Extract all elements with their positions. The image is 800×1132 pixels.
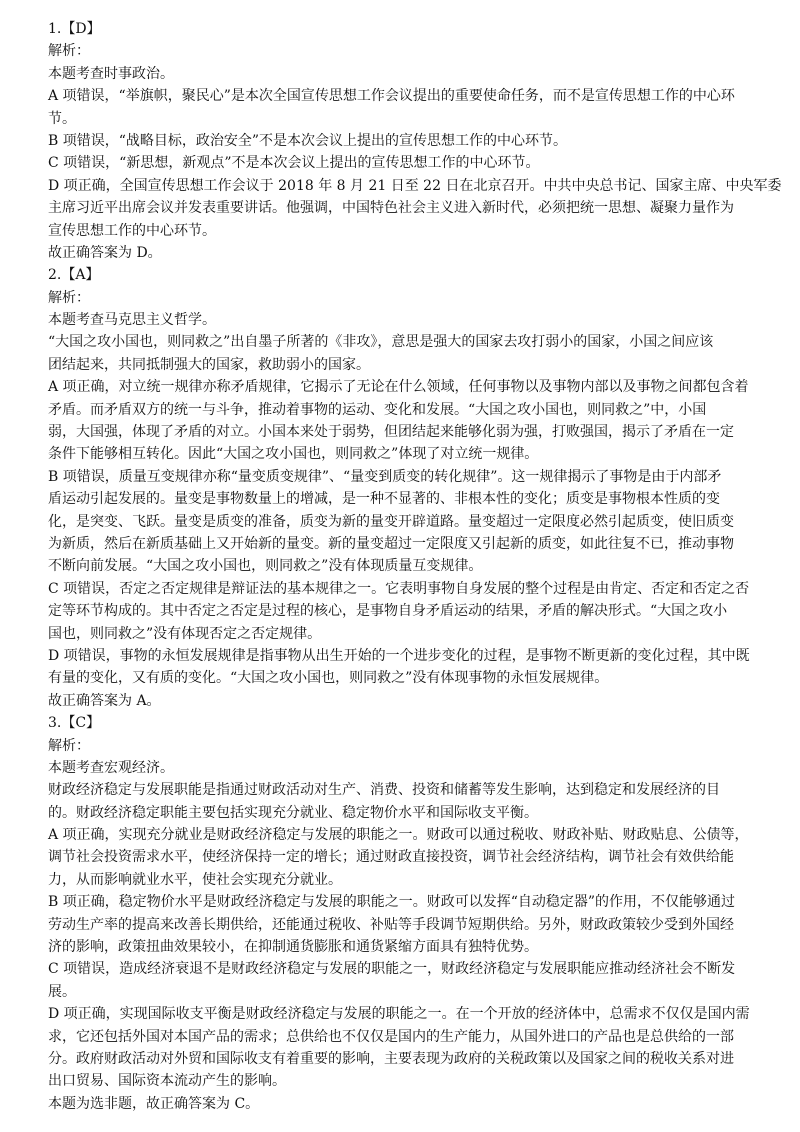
q1-text-line: C 项错误，“新思想，新观点”不是本次会议上提出的宣传思想工作的中心环节。 bbox=[48, 155, 540, 172]
q1-analysis-label: 解析： bbox=[48, 43, 90, 60]
q2-topic: 本题考查马克思主义哲学。 bbox=[48, 312, 216, 329]
q3-answer: 本题为选非题，故正确答案为 C。 bbox=[48, 1095, 260, 1112]
q2-text-line: D 项错误，事物的永恒发展规律是指事物从出生开始的一个进步变化的过程，是事物不断更新的变化过程，其中既 bbox=[48, 647, 750, 664]
q2-text-line: 化，是突变、飞跃。量变是质变的准备，质变为新的量变开辟道路。量变超过一定限度必然引起质变，使旧质变 bbox=[48, 513, 734, 530]
q2-text-line: 盾运动引起发展的。量变是事物数量上的增减，是一种不显著的、非根本性的变化；质变是事物根本性质的变 bbox=[48, 491, 720, 508]
q1-text-line: 主席习近平出席会议并发表重要讲话。他强调，中国特色社会主义进入新时代，必须把统一思想、凝聚力量作为 bbox=[48, 200, 734, 217]
question-1-heading: 1.【D】 bbox=[48, 21, 101, 37]
q1-text-line: D 项正确，全国宣传思想工作会议于 2018 年 8 月 21 日至 22 日在北京召开。中共中央总书记、国家主席、中央军委 bbox=[48, 177, 782, 194]
q2-text-line: 矛盾。而矛盾双方的统一与斗争，推动着事物的运动、变化和发展。“大国之攻小国也，则同救之”中，小国 bbox=[48, 401, 707, 418]
q3-analysis-label: 解析： bbox=[48, 737, 90, 754]
q3-text-line: 调节社会投资需求水平，使经济保持一定的增长；通过财政直接投资，调节社会经济结构，调节社会有效供给能 bbox=[48, 849, 734, 866]
question-3-heading: 3.【C】 bbox=[48, 715, 101, 732]
q3-topic: 本题考查宏观经济。 bbox=[48, 759, 174, 776]
q3-text-line: 出口贸易、国际资本流动产生的影响。 bbox=[48, 1073, 286, 1090]
q1-answer: 故正确答案为 D。 bbox=[48, 244, 162, 261]
q3-text-line: 财政经济稳定与发展职能是指通过财政活动对生产、消费、投资和储蓄等发生影响，达到稳定和发展经济的目 bbox=[48, 782, 720, 799]
question-2-heading: 2.【A】 bbox=[48, 267, 100, 284]
q2-text-line: 为新质，然后在新质基础上又开始新的量变。新的量变超过一定限度又引起新的质变，如此往复不已，推动事物 bbox=[48, 535, 734, 552]
q3-text-line: 劳动生产率的提高来改善长期供给，还能通过税收、补贴等手段调节短期供给。另外，财政政策较少受到外国经 bbox=[48, 916, 734, 933]
q1-topic: 本题考查时事政治。 bbox=[48, 65, 174, 82]
q2-text-line: 有量的变化，又有质的变化。“大国之攻小国也，则同救之”没有体现事物的永恒发展规律。 bbox=[48, 670, 609, 687]
q3-text-line: 的。财政经济稳定职能主要包括实现充分就业、稳定物价水平和国际收支平衡。 bbox=[48, 804, 538, 821]
question-3-section bbox=[48, 712, 760, 1115]
q2-text-line: 弱，大国强，体现了矛盾的对立。小国本来处于弱势，但团结起来能够化弱为强，打败强国，揭示了矛盾在一定 bbox=[48, 424, 734, 441]
q2-text-line: A 项正确，对立统一规律亦称矛盾规律，它揭示了无论在什么领域，任何事物以及事物内部以及事物之间都包含着 bbox=[48, 379, 749, 396]
q1-text-line: 节。 bbox=[48, 110, 76, 127]
q3-text-line: D 项正确，实现国际收支平衡是财政经济稳定与发展的职能之一。在一个开放的经济体中，总需求不仅仅是国内需 bbox=[48, 1006, 750, 1023]
q2-text-line: C 项错误，否定之否定规律是辩证法的基本规律之一。它表明事物自身发展的整个过程是由肯定、否定和否定之否 bbox=[48, 580, 750, 597]
q1-text-line: A 项错误，“举旗帜，聚民心”是本次全国宣传思想工作会议提出的重要使命任务，而不是宣传思想工作的中心环 bbox=[48, 88, 735, 105]
q3-text-line: 分。政府财政活动对外贸和国际收支有着重要的影响，主要表现为政府的关税政策以及国家之间的税收关系对进 bbox=[48, 1050, 734, 1067]
q2-text-line: 国也，则同救之”没有体现否定之否定规律。 bbox=[48, 625, 322, 642]
q2-analysis-label: 解析： bbox=[48, 289, 90, 306]
q3-text-line: 济的影响，政策扭曲效果较小，在抑制通货膨胀和通货紧缩方面具有独特优势。 bbox=[48, 939, 538, 956]
q3-text-line: C 项错误，造成经济衰退不是财政经济稳定与发展的职能之一，财政经济稳定与发展职能应推动经济社会不断发 bbox=[48, 961, 736, 978]
q1-text-line: 宣传思想工作的中心环节。 bbox=[48, 222, 216, 239]
q3-text-line: B 项正确，稳定物价水平是财政经济稳定与发展的职能之一。财政可以发挥“自动稳定器”的作用，不仅能够通过 bbox=[48, 894, 736, 911]
q3-text-line: A 项正确，实现充分就业是财政经济稳定与发展的职能之一。财政可以通过税收、财政补贴、财政贴息、公债等， bbox=[48, 827, 749, 844]
question-2-section bbox=[48, 264, 760, 712]
q2-text-line: “大国之攻小国也，则同救之”出自墨子所著的《非攻》，意思是强大的国家去攻打弱小的国家，小国之间应该 bbox=[48, 334, 714, 351]
q2-answer: 故正确答案为 A。 bbox=[48, 692, 161, 709]
q3-text-line: 展。 bbox=[48, 983, 76, 1000]
q3-text-line: 求，它还包括外国对本国产品的需求；总供给也不仅仅是国内的生产能力，从国外进口的产品也是总供给的一部 bbox=[48, 1028, 734, 1045]
q3-text-line: 力，从而影响就业水平，使社会实现充分就业。 bbox=[48, 871, 342, 888]
q1-text-line: B 项错误，“战略目标，政治安全”不是本次会议上提出的宣传思想工作的中心环节。 bbox=[48, 132, 568, 149]
q2-text-line: 不断向前发展。“大国之攻小国也，则同救之”没有体现质量互变规律。 bbox=[48, 558, 483, 575]
q2-text-line: 条件下能够相互转化。因此“大国之攻小国也，则同救之”体现了对立统一规律。 bbox=[48, 446, 539, 463]
question-1-section bbox=[48, 18, 782, 264]
q2-text-line: 定等环节构成的。其中否定之否定是过程的核心，是事物自身矛盾运动的结果，矛盾的解决形式。“大国之攻小 bbox=[48, 603, 728, 620]
q2-text-line: 团结起来，共同抵制强大的国家，救助弱小的国家。 bbox=[48, 356, 370, 373]
q2-text-line: B 项错误，质量互变规律亦称“量变质变规律”、“量变到质变的转化规律”。这一规律揭示了事物是由于内部矛 bbox=[48, 468, 722, 485]
